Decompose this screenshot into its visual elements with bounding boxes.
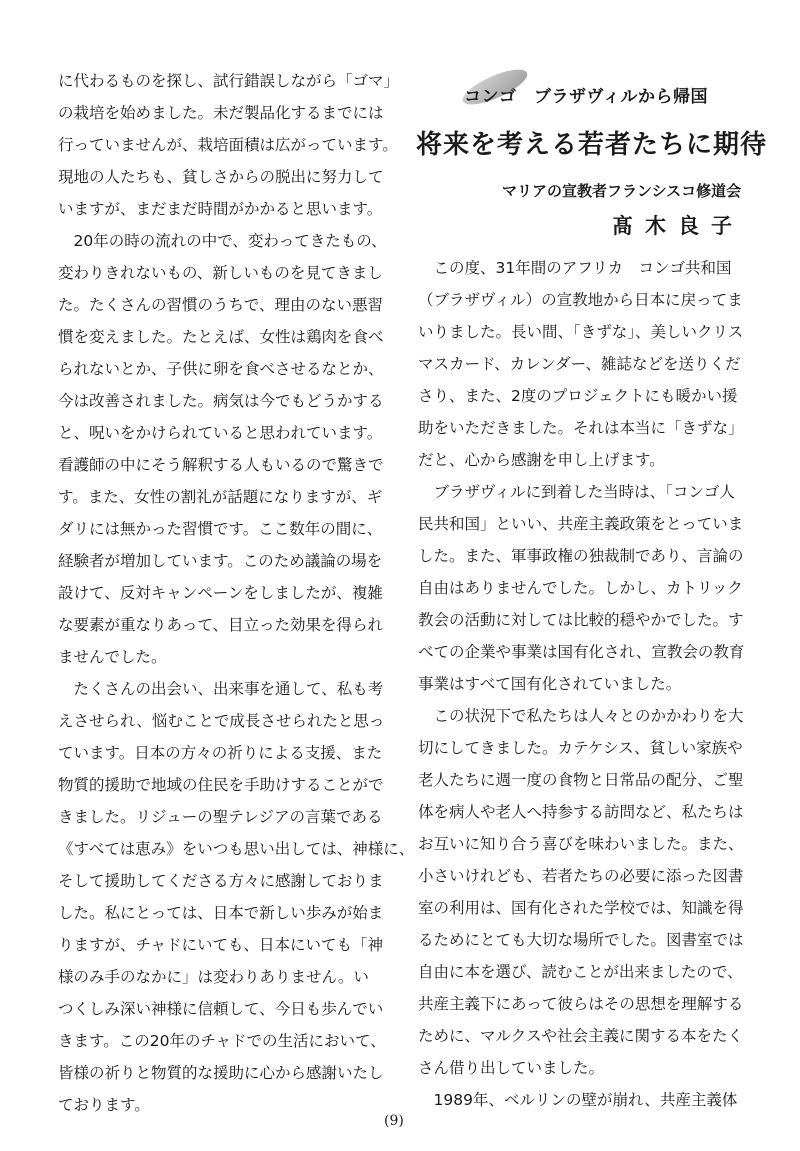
text-line: 様のみ手のなかに」は変わりありません。い — [58, 968, 369, 986]
text-line: 変わりきれないもの、新しいものを見てきまし — [58, 264, 383, 282]
text-line: お互いに知り合う喜びを味わいました。また、 — [418, 835, 744, 853]
kicker-text: コンゴ ブラザヴィルから帰国 — [464, 87, 708, 107]
text-line: いますが、まだまだ時間がかかると思います。 — [58, 200, 383, 218]
text-line: 1989年、ベルリンの壁が崩れ、共産主義体 — [418, 1091, 738, 1109]
text-line: たくさんの出会い、出来事を通して、私も考 — [58, 680, 384, 698]
text-line: ませんでした。 — [58, 648, 167, 666]
text-line: さん借り出していました。 — [418, 1059, 605, 1077]
text-line: す。また、女性の割礼が話題になりますが、ギ — [58, 488, 383, 506]
text-line: 事業はすべて国有化されていました。 — [418, 675, 682, 693]
text-line: そして援助してくださる方々に感謝しておりま — [58, 872, 384, 890]
text-line: 体を病人や老人へ持参する訪問など、私たちは — [418, 803, 744, 821]
text-line: りますが、チャドにいても、日本にいても「神 — [58, 936, 384, 954]
text-line: した。また、軍事政権の独裁制であり、言論の — [418, 547, 744, 565]
text-line: えさせられ、悩むことで成長させられたと思っ — [58, 712, 385, 730]
text-line: 20年の時の流れの中で、変わってきたもの、 — [58, 232, 387, 250]
text-line: ために、マルクスや社会主義に関する本をたく — [418, 1027, 744, 1045]
text-line: 室の利用は、国有化された学校では、知識を得 — [418, 899, 744, 917]
text-line: さり、また、2度のプロジェクトにも暖かい援 — [418, 387, 738, 405]
text-line: いりました。長い間、「きずな」、美しいクリス — [418, 323, 744, 341]
text-line: 物質的援助で地域の住民を手助けすることがで — [58, 776, 384, 794]
text-line: つくしみ深い神様に信頼して、今日も歩んでい — [58, 1000, 384, 1018]
text-line: 《すべては恵み》をいつも思い出しては、神様に、 — [58, 840, 415, 858]
text-line: マスカード、カレンダー、雑誌などを送りくだ — [418, 355, 741, 373]
text-line: ています。日本の方々の祈りによる支援、また — [58, 744, 383, 762]
text-line: 慣を変えました。たとえば、女性は鶏肉を食べ — [58, 328, 384, 346]
text-line: の栽培を始めました。未だ製品化するまでには — [58, 104, 384, 122]
text-line: この度、31年間のアフリカ コンゴ共和国 — [418, 259, 732, 277]
text-line: 老人たちに週一度の食物と日常品の配分、ご聖 — [418, 771, 744, 789]
text-line: るためにとても大切な場所でした。図書室では — [418, 931, 744, 949]
text-line: た。たくさんの習慣のうちで、理由のない悪習 — [58, 296, 384, 314]
text-line: 自由に本を選び、読むことが出来ましたので、 — [418, 963, 743, 981]
text-line: ダリには無かった習慣です。ここ数年の間に、 — [58, 520, 383, 538]
text-line: 今は改善されました。病気は今でもどうかする — [58, 392, 384, 410]
text-line: この状況下で私たちは人々とのかかわりを大 — [418, 707, 744, 725]
text-line: 皆様の祈りと物質的な援助に心から感謝いたし — [58, 1064, 384, 1082]
text-line: （ブラザヴィル）の宣教地から日本に戻ってま — [418, 291, 743, 309]
text-line: 設けて、反対キャンペーンをしましたが、複雑 — [58, 584, 383, 602]
text-line: 教会の活動に対しては比較的穏やかでした。す — [418, 611, 744, 629]
text-line: 行っていませんが、栽培面積は広がっています。 — [58, 136, 398, 154]
text-line: られないとか、子供に卵を食べさせるなとか、 — [58, 360, 384, 378]
text-line: した。私にとっては、日本で新しい歩みが始ま — [58, 904, 384, 922]
text-line: 看護師の中にそう解釈する人もいるので驚きで — [58, 456, 384, 474]
text-line: 小さいけれども、若者たちの必要に添った図書 — [418, 867, 744, 885]
article-title: 将来を考える若者たちに期待 — [416, 130, 768, 160]
text-line: 現地の人たちも、貧しさからの脱出に努力して — [58, 168, 384, 186]
text-line: 経験者が増加しています。このため議論の場を — [58, 552, 383, 570]
text-line: 共産主義下にあって彼らはその思想を理解する — [418, 995, 744, 1013]
text-line: きました。リジューの聖テレジアの言葉である — [58, 808, 383, 826]
text-line: べての企業や事業は国有化され、宣教会の教育 — [418, 643, 745, 661]
author-name: 髙木良子 — [612, 214, 744, 238]
text-line: ブラザヴィルに到着した当時は、「コンゴ人 — [418, 483, 735, 501]
page-number: (9) — [384, 1113, 404, 1129]
text-line: 切にしてきました。カテケシス、貧しい家族や — [418, 739, 743, 757]
author-organization: マリアの宣教者フランシスコ修道会 — [502, 182, 742, 200]
text-line: 助をいただきました。それは本当に「きずな」 — [418, 419, 744, 437]
article-kicker — [458, 74, 718, 108]
text-line: 民共和国」といい、共産主義政策をとっていま — [418, 515, 744, 533]
text-line: きます。この20年のチャドでの生活において、 — [58, 1032, 386, 1050]
text-line: な要素が重なりあって、目立った効果を得られ — [58, 616, 384, 634]
text-line: に代わるものを探し、試行錯誤しながら「ゴマ」 — [58, 72, 400, 90]
text-line: と、呪いをかけられていると思われています。 — [58, 424, 383, 442]
text-line: ております。 — [58, 1096, 150, 1114]
text-line: 自由はありませんでした。しかし、カトリック — [418, 579, 743, 597]
text-line: だと、心から感謝を申し上げます。 — [418, 451, 665, 469]
